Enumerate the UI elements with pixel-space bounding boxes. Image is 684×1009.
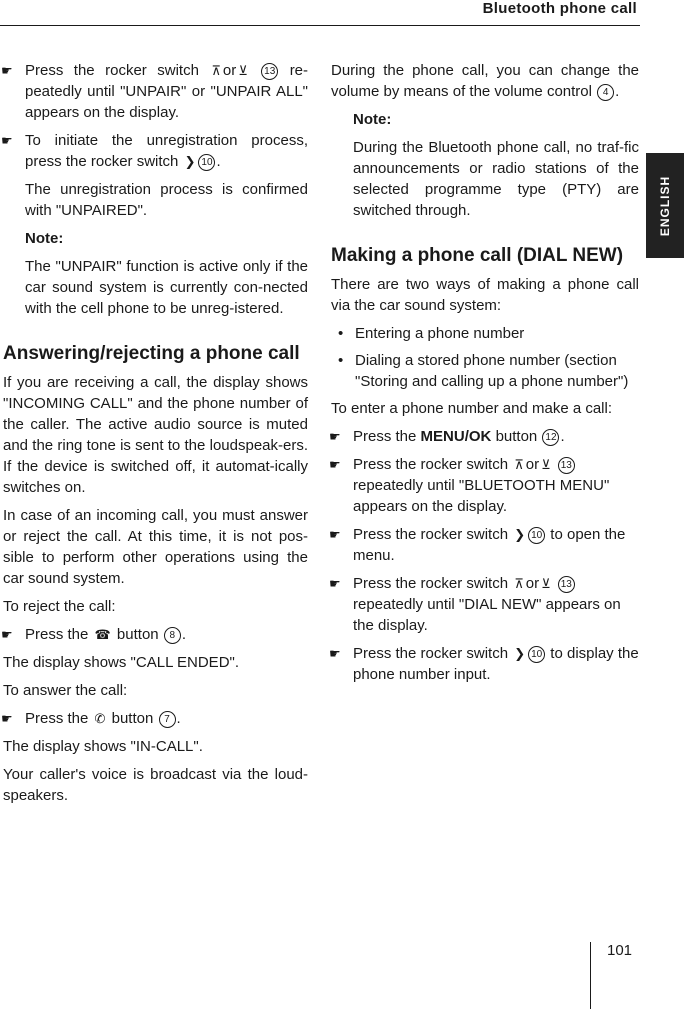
- header-rule: [0, 25, 640, 26]
- paragraph-two-ways: There are two ways of making a phone call via the car sound system:: [331, 276, 639, 314]
- paragraph-loudspeakers: Your caller's voice is broadcast via the loud-speakers.: [3, 766, 308, 804]
- footer-rule: [590, 942, 591, 1009]
- note-text: The "UNPAIR" function is active only if the car sound system is currently con-nected with the cell phone to be unreg-istered.: [25, 258, 308, 317]
- hand-pointer-icon: ☛: [329, 429, 341, 444]
- step-open-menu: ☛ Press the rocker switch ❯ 10 to open the menu.: [329, 526, 626, 564]
- paragraph-volume-change: During the phone call, you can change the volume by means of the volume control 4 .: [331, 62, 639, 100]
- hand-pointer-icon: ☛: [329, 457, 341, 472]
- note-text: During the Bluetooth phone call, no traf-fic announcements or radio stations of the selected programme type (PTY) are switched through.: [353, 139, 639, 219]
- step-initiate-unregistration: ☛ To initiate the unregistration process, press the rocker switch ❯ 10 .: [1, 132, 308, 170]
- list-item: • Dialing a stored phone number (section "Storing and calling up a phone number"): [338, 352, 629, 390]
- page-number: 101: [607, 942, 633, 959]
- language-tab: [646, 153, 684, 258]
- answer-call-icon: ✆: [94, 711, 106, 726]
- step-select-dial-new: ☛ Press the rocker switch ⊼ or ⊻ 13 repeatedly until "DIAL NEW" appears on the display.: [329, 575, 621, 634]
- paragraph-enter-number-intro: To enter a phone number and make a call:: [331, 400, 613, 417]
- page-header-title: Bluetooth phone call: [482, 0, 637, 17]
- paragraph-incoming-call: If you are receiving a call, the display shows "INCOMING CALL" and the phone number of the caller. The active audio source is muted and the ring tone is sent to the loudspeak-ers. If the device is switched off, it automat-ically switches on.: [3, 374, 308, 496]
- rocker-down-icon: ⊻: [238, 63, 248, 78]
- section-heading-answering: Answering/rejecting a phone call: [3, 343, 300, 364]
- callout-number: 10: [528, 646, 545, 663]
- step-press-menu-ok: ☛ Press the MENU/OK button 12 .: [329, 428, 565, 445]
- hand-pointer-icon: ☛: [329, 646, 341, 661]
- rocker-down-icon: ⊻: [541, 576, 551, 591]
- callout-number: 4: [597, 84, 614, 101]
- rocker-up-icon: ⊼: [514, 457, 524, 472]
- callout-number: 10: [198, 154, 215, 171]
- hand-pointer-icon: ☛: [1, 711, 13, 726]
- rocker-up-icon: ⊼: [514, 576, 524, 591]
- step-display-number-input: ☛ Press the rocker switch ❯ 10 to display the phone number input.: [329, 645, 639, 683]
- unregistration-confirmation: The unregistration process is confirmed with "UNPAIRED".: [25, 181, 308, 219]
- callout-number: 8: [164, 627, 181, 644]
- bullet-mark: •: [338, 325, 344, 342]
- callout-number: 7: [159, 711, 176, 728]
- hand-pointer-icon: ☛: [1, 133, 13, 148]
- callout-number: 13: [261, 63, 278, 80]
- paragraph-in-call: The display shows "IN-CALL".: [3, 738, 203, 755]
- paragraph-reject-intro: To reject the call:: [3, 598, 116, 615]
- right-column: [331, 60, 639, 692]
- callout-number: 12: [542, 429, 559, 446]
- hand-pointer-icon: ☛: [1, 627, 13, 642]
- rocker-down-icon: ⊻: [541, 457, 551, 472]
- step-unpair-select: ☛ Press the rocker switch ⊼ or ⊻ 13 re-peatedly until "UNPAIR" or "UNPAIR ALL" appears on the display.: [1, 62, 309, 121]
- rocker-right-icon: ❯: [514, 646, 526, 661]
- paragraph-answer-intro: To answer the call:: [3, 682, 128, 699]
- rocker-right-icon: ❯: [184, 154, 196, 169]
- hand-pointer-icon: ☛: [329, 576, 341, 591]
- bullet-mark: •: [338, 352, 344, 369]
- step-reject-call: ☛ Press the ☎ button 8 .: [1, 626, 186, 643]
- note-title: Note:: [25, 230, 64, 247]
- paragraph-call-ended: The display shows "CALL ENDED".: [3, 654, 240, 671]
- hand-pointer-icon: ☛: [1, 63, 13, 78]
- language-tab-label: ENGLISH: [658, 175, 672, 236]
- hand-pointer-icon: ☛: [329, 527, 341, 542]
- callout-number: 10: [528, 527, 545, 544]
- note-title: Note:: [353, 111, 392, 128]
- rocker-right-icon: ❯: [514, 527, 526, 542]
- section-heading-dial-new: Making a phone call (DIAL NEW): [331, 245, 624, 266]
- step-answer-call: ☛ Press the ✆ button 7 .: [1, 710, 181, 727]
- paragraph-answer-or-reject: In case of an incoming call, you must answer or reject the call. At this time, it is not pos-sible to perform other operations using the car sound system.: [3, 507, 308, 587]
- callout-number: 13: [558, 576, 575, 593]
- rocker-up-icon: ⊼: [211, 63, 221, 78]
- menu-ok-key-label: MENU/OK: [420, 428, 492, 445]
- step-select-bluetooth-menu: ☛ Press the rocker switch ⊼ or ⊻ 13 repeatedly until "BLUETOOTH MENU" appears on the display.: [329, 456, 610, 515]
- list-item: • Entering a phone number: [338, 325, 525, 342]
- left-column: [3, 60, 308, 813]
- callout-number: 13: [558, 457, 575, 474]
- end-call-icon: ☎: [94, 627, 111, 642]
